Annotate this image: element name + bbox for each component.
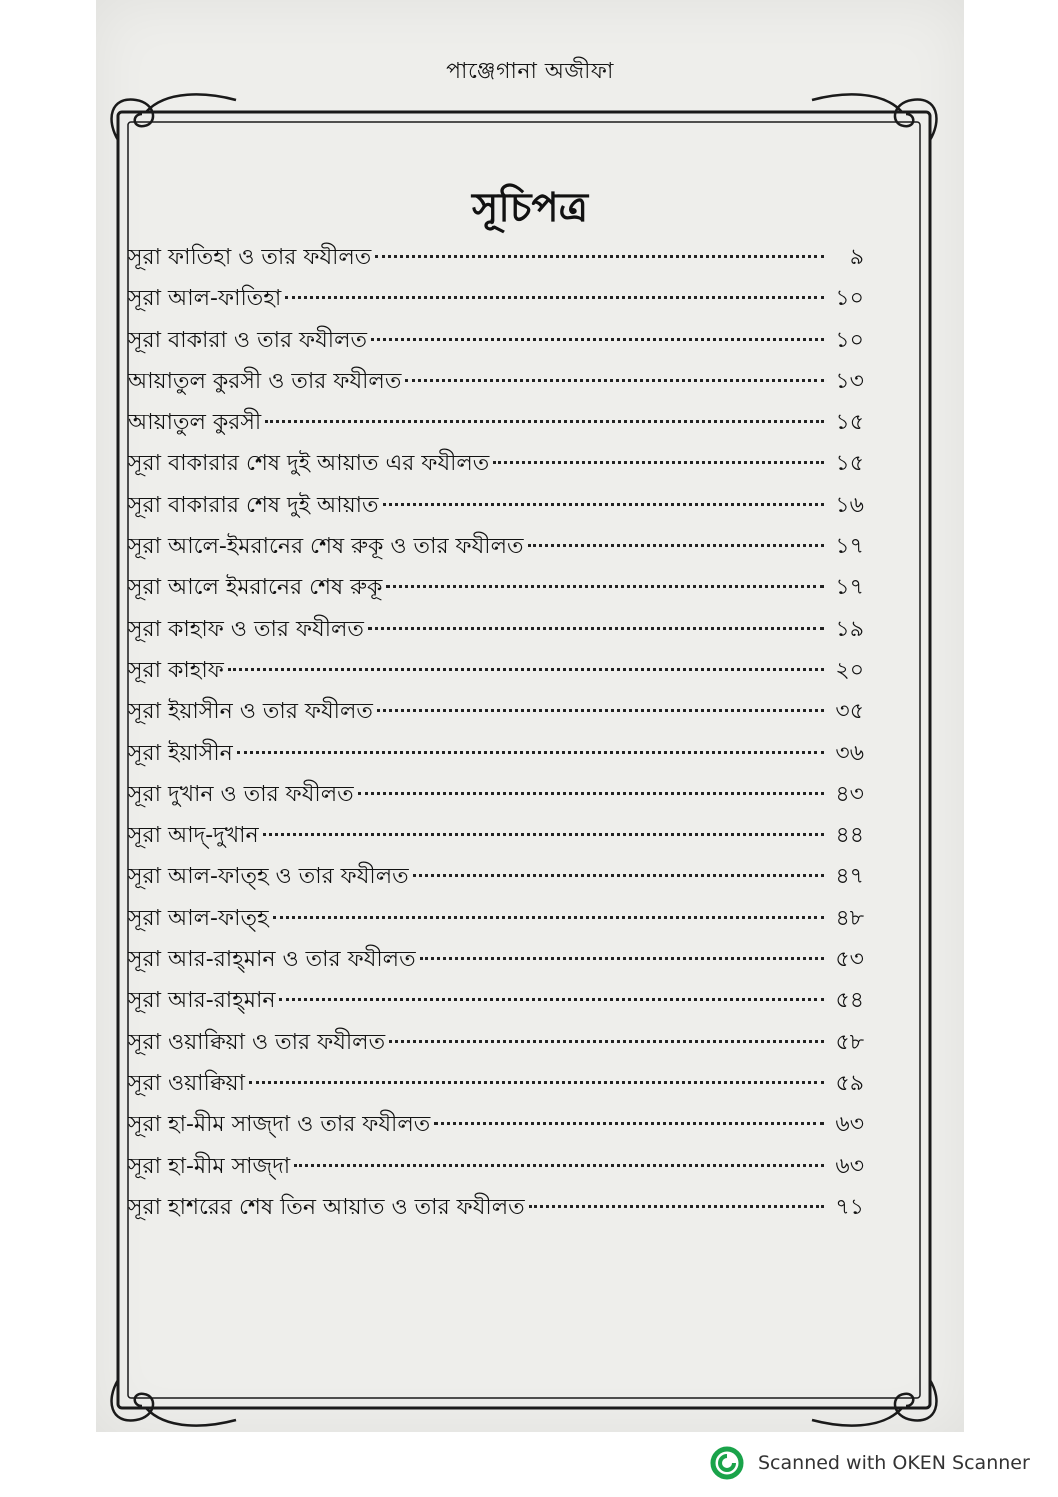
toc-entry [128, 529, 864, 570]
toc-entry-page-number: ৫৮ [835, 1029, 864, 1055]
toc-entry-page-number: ৪৩ [835, 781, 864, 807]
toc-entry-page-number: ৫৪ [835, 988, 864, 1014]
toc-entry-page-number: ৪৮ [835, 905, 864, 931]
toc-entry [128, 901, 864, 942]
dot-leader [420, 957, 824, 960]
scanner-watermark [710, 1446, 1030, 1480]
toc-entry [128, 777, 864, 818]
toc-entry-page-number: ২০ [835, 657, 864, 683]
toc-entry-page-number: ১৩ [835, 368, 864, 394]
toc-entry-label: সূরা আর-রাহ্‌মান ও তার ফযীলত [128, 947, 416, 973]
toc-entry-label: সূরা আল-ফাতিহা [128, 286, 282, 312]
scanner-badge-text: Scanned with OKEN Scanner [758, 1452, 1030, 1474]
toc-entry-label: সূরা ফাতিহা ও তার ফযীলত [128, 245, 372, 270]
toc-entry [128, 694, 864, 735]
toc-entry [128, 818, 864, 859]
toc-entry [128, 488, 864, 529]
toc-entry-page-number: ১৯ [835, 616, 864, 642]
toc-entry-label: সূরা হা-মীম সাজ্‌দা ও তার ফযীলত [128, 1112, 431, 1138]
toc-entry-label: সূরা হাশরের শেষ তিন আয়াত ও তার ফযীলত [128, 1194, 525, 1220]
toc-entry-label: সূরা বাকারার শেষ দুই আয়াত এর ফযীলত [128, 451, 490, 477]
toc-entry [128, 942, 864, 983]
toc-entry-page-number: ৩৫ [835, 699, 864, 725]
toc-entry [128, 859, 864, 900]
running-head: পাঞ্জেগানা অজীফা [446, 59, 614, 84]
toc-entry-label: সূরা দুখান ও তার ফযীলত [128, 781, 354, 807]
dot-leader [273, 916, 824, 919]
toc-entry-label: সূরা কাহাফ [128, 657, 224, 683]
toc-entry-page-number: ১৬ [835, 492, 864, 518]
toc-entry-label: আয়াতুল কুরসী ও তার ফযীলত [128, 368, 402, 394]
toc-entry-label: সূরা আদ্-দুখান [128, 823, 259, 849]
toc-entry [128, 240, 864, 281]
dot-leader [294, 1164, 824, 1167]
toc-entry-page-number: ৭১ [835, 1194, 864, 1220]
toc-entry-label: সূরা বাকারা ও তার ফযীলত [128, 327, 367, 353]
toc-entry-page-number: ১০ [835, 327, 864, 353]
toc-entry-page-number: ৪৭ [835, 864, 864, 890]
dot-leader [265, 420, 824, 423]
toc-entry [128, 281, 864, 322]
toc-entry-page-number: ৫৩ [835, 947, 864, 973]
dot-leader [358, 792, 824, 795]
toc-entry [128, 1107, 864, 1148]
dot-leader [383, 503, 824, 506]
toc-entry [128, 736, 864, 777]
toc-entry-label: সূরা ইয়াসীন [128, 740, 233, 766]
toc-entry [128, 323, 864, 364]
dot-leader [375, 255, 824, 258]
dot-leader [434, 1122, 824, 1125]
dot-leader [228, 668, 824, 671]
toc-entry-page-number: ১৫ [835, 410, 864, 436]
dot-leader [371, 338, 824, 341]
dot-leader [279, 998, 824, 1001]
toc-entry-page-number: ৩৬ [835, 740, 864, 766]
toc-entry-page-number: ৫৯ [835, 1070, 864, 1096]
toc-entry-label: সূরা বাকারার শেষ দুই আয়াত [128, 492, 379, 518]
toc-entry [128, 612, 864, 653]
toc-entry-label: সূরা আল-ফাত্‌হ ও তার ফযীলত [128, 864, 409, 890]
toc-entry [128, 1066, 864, 1107]
dot-leader [405, 379, 824, 382]
toc-entry [128, 1190, 864, 1231]
toc-entry-label: আয়াতুল কুরসী [128, 410, 262, 436]
toc-entry-page-number: ৯ [849, 245, 864, 270]
toc-entry-label: সূরা আলে-ইমরানের শেষ রুকূ ও তার ফযীলত [128, 534, 524, 560]
toc-entry-label: সূরা আর-রাহ্‌মান [128, 988, 276, 1014]
toc-entry-page-number: ১০ [835, 286, 864, 312]
toc-entry-label: সূরা ওয়াক্বিয়া [128, 1070, 245, 1096]
dot-leader [368, 627, 824, 630]
toc-entry-label: সূরা হা-মীম সাজ্‌দা [128, 1153, 291, 1179]
toc-entry [128, 983, 864, 1024]
toc-entry-page-number: ৪৪ [835, 823, 864, 849]
dot-leader [263, 833, 824, 836]
dot-leader [386, 585, 824, 588]
dot-leader [529, 1205, 824, 1208]
dot-leader [528, 544, 825, 547]
toc-entry [128, 405, 864, 446]
dot-leader [389, 1040, 824, 1043]
dot-leader [413, 874, 824, 877]
toc-entry [128, 570, 864, 611]
book-page [96, 0, 964, 1432]
toc-entry-page-number: ১৭ [835, 575, 864, 601]
toc-entry-page-number: ১৭ [835, 534, 864, 560]
toc-entry-label: সূরা ওয়াক্বিয়া ও তার ফযীলত [128, 1029, 386, 1055]
toc-entry [128, 653, 864, 694]
toc-entry [128, 446, 864, 487]
oken-scanner-logo-icon [710, 1446, 744, 1480]
dot-leader [237, 751, 824, 754]
toc-title: সূচিপত্র [472, 185, 588, 231]
toc-entry [128, 364, 864, 405]
toc-list [128, 240, 864, 1231]
toc-entry-page-number: ৬৩ [835, 1153, 864, 1179]
toc-entry [128, 1149, 864, 1190]
toc-entry-page-number: ৬৩ [835, 1112, 864, 1138]
toc-entry [128, 1025, 864, 1066]
dot-leader [493, 461, 824, 464]
toc-entry-label: সূরা আলে ইমরানের শেষ রুকূ [128, 575, 383, 601]
dot-leader [249, 1081, 824, 1084]
toc-entry-page-number: ১৫ [835, 451, 864, 477]
toc-entry-label: সূরা আল-ফাত্‌হ [128, 905, 269, 931]
dot-leader [285, 296, 824, 299]
toc-entry-label: সূরা কাহাফ ও তার ফযীলত [128, 616, 364, 642]
toc-entry-label: সূরা ইয়াসীন ও তার ফযীলত [128, 699, 373, 725]
dot-leader [377, 709, 824, 712]
